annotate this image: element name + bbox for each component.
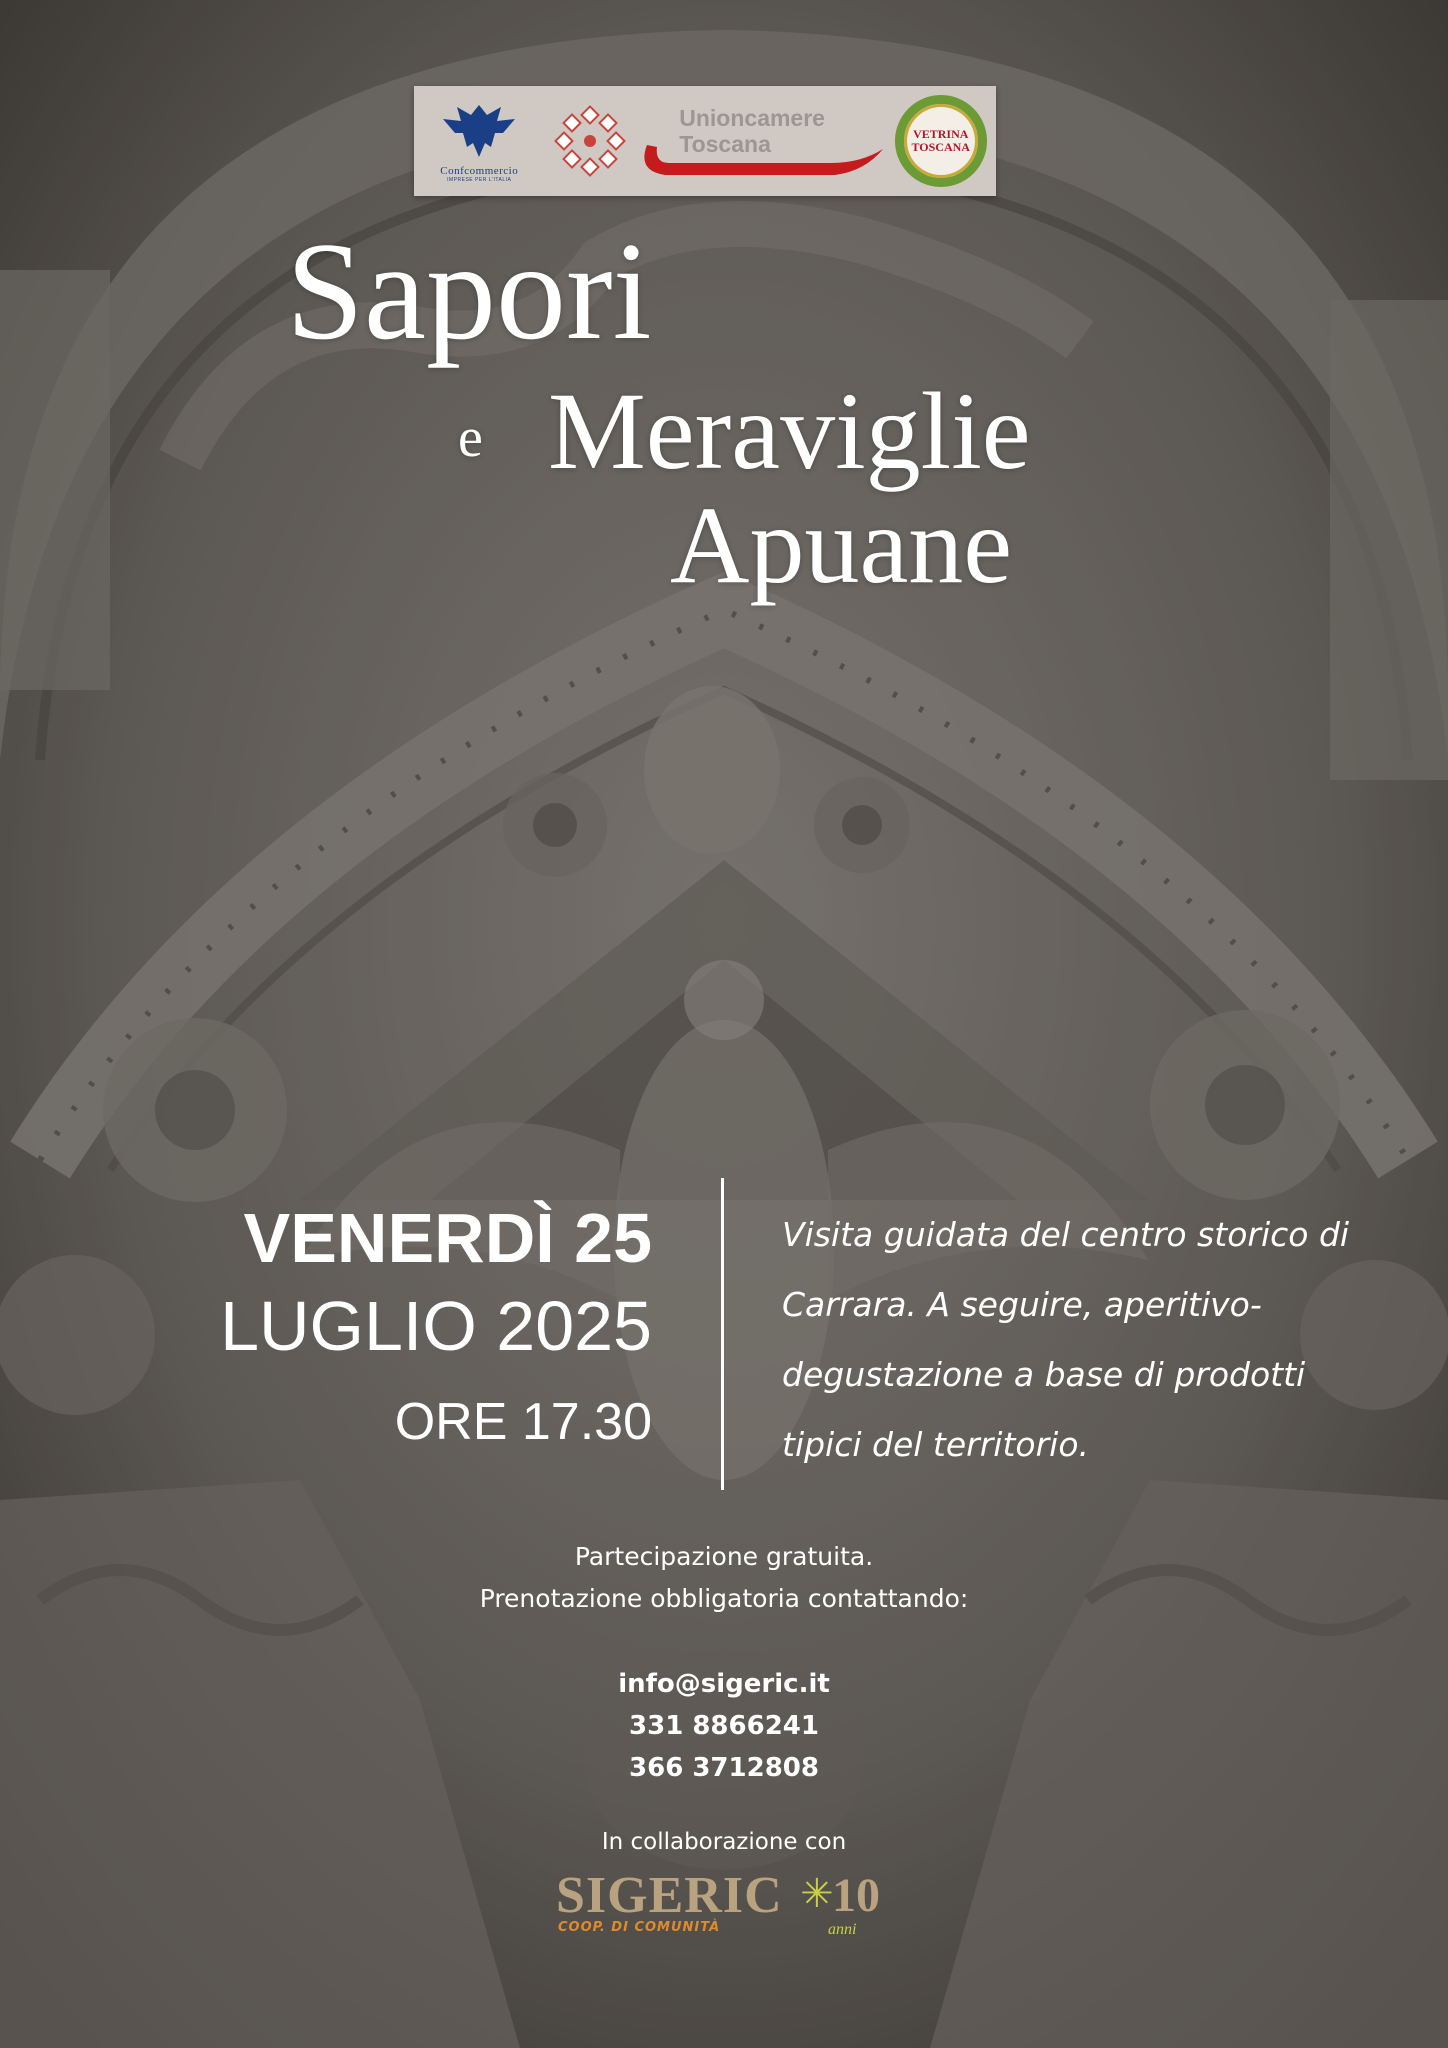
confcommercio-logo [414,91,544,191]
vetrina-line2: TOSCANA [911,140,970,154]
vertical-divider [721,1178,724,1490]
contact-phone-1[interactable]: 331 8866241 [629,1711,819,1741]
sigeric-name: SIGERIC [556,1867,783,1924]
unioncamere-line2: Toscana [679,131,771,157]
event-weekday-day: VENERDÌ 25 [243,1199,652,1277]
flower-logo [545,91,635,191]
unioncamere-line1: Unioncamere [679,105,825,131]
sigeric-star-icon: ✳ [800,1871,834,1917]
booking-note: Prenotazione obbligatoria contattando: [479,1584,969,1613]
title-line-apuane: Apuane [670,484,1013,606]
vetrina-toscana-logo [886,91,996,191]
title-connector-e: e [458,407,483,469]
event-date-block [220,1196,652,1462]
sponsor-logo-bar [414,86,996,196]
flower-icon [554,105,626,177]
title-line-meraviglie: Meraviglie [548,370,1031,492]
confcommercio-name: Confcommercio [440,165,519,177]
sigeric-logo [556,1868,892,1938]
event-time: ORE 17.30 [394,1393,652,1451]
sigeric-anni: anni [828,1921,857,1938]
confcommercio-tagline: IMPRESE PER L'ITALIA [447,177,512,183]
event-month-year: LUGLIO 2025 [220,1287,652,1365]
contact-email[interactable]: info@sigeric.it [618,1669,830,1699]
vetrina-wreath [895,95,987,187]
free-entry-note: Partecipazione gratuita. [574,1542,874,1571]
collaboration-note: In collaborazione con [601,1829,847,1855]
eagle-icon [439,99,519,163]
title-line-sapori: Sapori [286,214,652,369]
unioncamere-text [679,105,825,157]
event-description: Visita guidata del centro storico di Carrara. A seguire, aperitivo-degustazione a base di prodotti tipici del territorio. [782,1215,1350,1464]
unioncamere-logo [635,91,885,191]
contact-phone-2[interactable]: 366 3712808 [629,1753,819,1783]
sigeric-anniversary: 10 [832,1869,880,1922]
sigeric-subtitle: COOP. DI COMUNITÀ [558,1920,721,1935]
vetrina-line1: VETRINA [913,127,969,141]
